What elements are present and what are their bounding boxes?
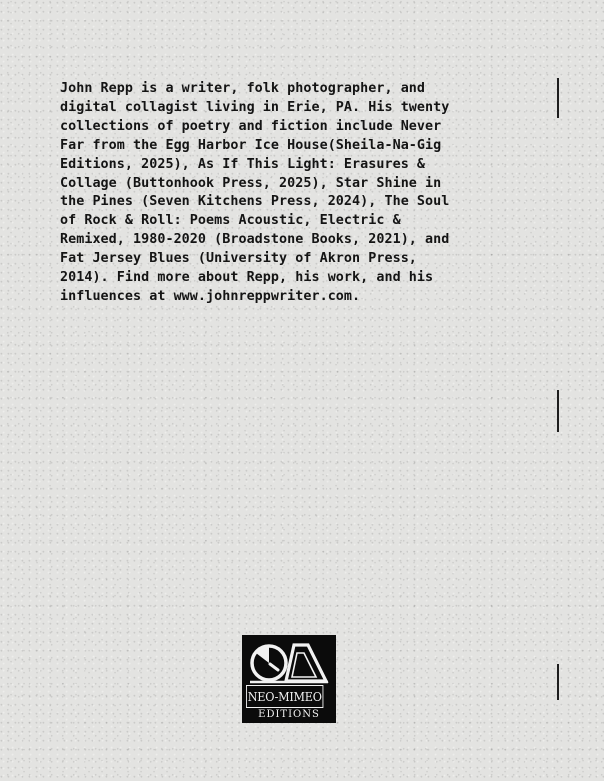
bio-line: Fat Jersey Blues (University of Akron Press, [60, 251, 417, 267]
bio-line: of Rock & Roll: Poems Acoustic, Electric & [60, 213, 401, 229]
bio-line: influences at www.johnreppwriter.com. [60, 288, 361, 304]
bio-line: John Repp is a writer, folk photographer, and [60, 81, 426, 96]
bio-line: 2014). Find more about Repp, his work, and his [60, 270, 434, 286]
margin-tick-mark [557, 390, 559, 432]
bio-line: Remixed, 1980-2020 (Broadstone Books, 2021), and [60, 232, 450, 248]
publisher-imprint: EDITIONS [258, 709, 320, 720]
bio-line: the Pines (Seven Kitchens Press, 2024), The Soul [60, 194, 450, 210]
bio-line: collections of poetry and fiction include Never [60, 118, 442, 134]
mimeo-machine-icon [248, 639, 330, 685]
margin-tick-mark [557, 78, 559, 118]
margin-tick-mark [557, 664, 559, 700]
publisher-logo [242, 635, 336, 723]
publisher-name: NEO-MIMEO [246, 685, 323, 708]
author-bio [60, 80, 540, 307]
bio-line: Collage (Buttonhook Press, 2025), Star Shine in [60, 175, 442, 191]
bio-line: digital collagist living in Erie, PA. His twenty [60, 99, 450, 115]
bio-line: Editions, 2025), As If This Light: Erasures & [60, 156, 426, 172]
bio-line: Far from the Egg Harbor Ice House(Sheila-Na-Gig [60, 137, 442, 153]
